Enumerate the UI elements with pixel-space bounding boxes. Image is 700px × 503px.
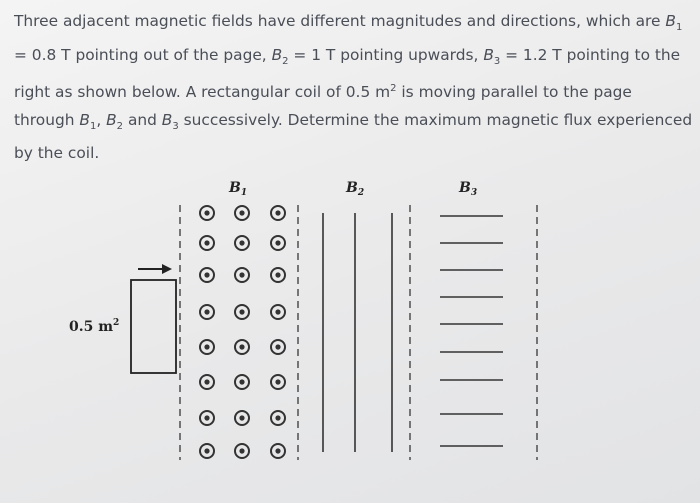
out-of-page-dot-icon: [235, 305, 249, 319]
out-of-page-dot-icon: [200, 444, 214, 458]
b2-label: $B_2$: [346, 180, 365, 198]
out-of-page-dot-icon: [271, 206, 285, 220]
b1-field-dots: [200, 206, 285, 458]
out-of-page-dot-icon: [235, 268, 249, 282]
out-of-page-dot-icon: [271, 236, 285, 250]
out-of-page-dot-icon: [200, 340, 214, 354]
out-of-page-dot-icon: [200, 375, 214, 389]
out-of-page-dot-icon: [271, 411, 285, 425]
out-of-page-dot-icon: [235, 236, 249, 250]
out-of-page-dot-icon: [271, 268, 285, 282]
out-of-page-dot-icon: [235, 340, 249, 354]
out-of-page-dot-icon: [200, 236, 214, 250]
out-of-page-dot-icon: [235, 206, 249, 220]
out-of-page-dot-icon: [271, 340, 285, 354]
out-of-page-dot-icon: [271, 375, 285, 389]
problem-statement: Three adjacent magnetic fields have different magnitudes and directions, which are $B_1 = 0.8$ T pointing out of the page, $B_2 = 1$ T pointing upwards, $B_3 = 1.2$ T pointing to the right as shown below. A rectangular coil of 0.5 $m^2$ is moving parallel to the page through $B_1$, $B_2$ and $B_3$ successively. Determine the maximum magnetic flux experienced by the coil.: [14, 12, 693, 163]
out-of-page-dot-icon: [271, 444, 285, 458]
out-of-page-dot-icon: [235, 375, 249, 389]
out-of-page-dot-icon: [200, 305, 214, 319]
b2-field-lines: [323, 213, 392, 452]
coil-rectangle: [131, 280, 176, 373]
out-of-page-dot-icon: [200, 268, 214, 282]
out-of-page-dot-icon: [271, 305, 285, 319]
b1-label: $B_1$: [229, 180, 248, 198]
b3-label: $B_3$: [459, 180, 478, 198]
coil-area-label: 0.5 $m^2$: [69, 318, 120, 335]
out-of-page-dot-icon: [200, 206, 214, 220]
out-of-page-dot-icon: [200, 411, 214, 425]
b3-field-lines: [440, 216, 503, 446]
out-of-page-dot-icon: [235, 411, 249, 425]
out-of-page-dot-icon: [235, 444, 249, 458]
motion-arrow-icon: [138, 264, 172, 274]
